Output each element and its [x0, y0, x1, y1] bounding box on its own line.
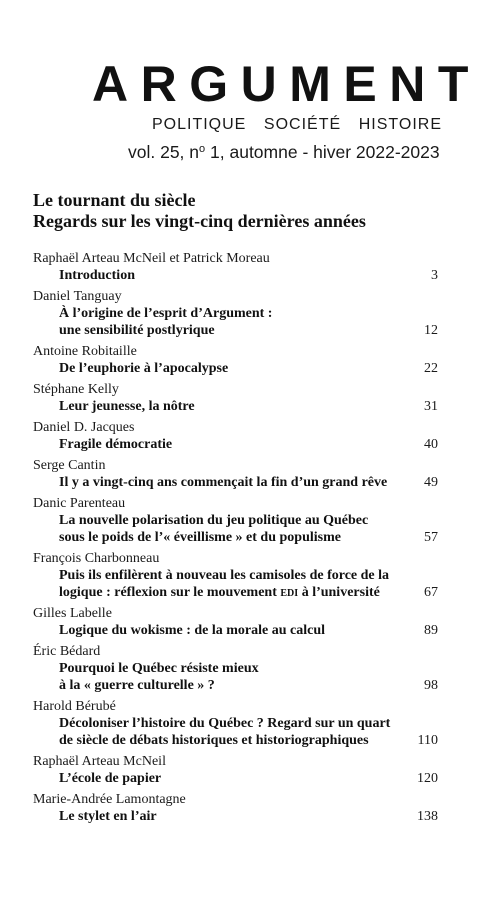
toc-page-number: 89	[424, 623, 438, 638]
toc-author: Stéphane Kelly	[33, 382, 119, 397]
toc-entry	[0, 791, 484, 825]
toc-title-line: sous le poids de l’« éveillisme » et du populisme	[59, 530, 341, 545]
toc-author: Daniel Tanguay	[33, 289, 122, 304]
toc-title	[59, 770, 399, 787]
toc-title	[59, 360, 399, 377]
toc-author: François Charbonneau	[33, 551, 160, 566]
toc-page-number: 12	[424, 323, 438, 338]
issue-prefix: vol. 25, n	[128, 142, 200, 162]
toc-page-number: 49	[424, 475, 438, 490]
toc-title-line: Puis ils enfilèrent à nouveau les camisoles de force de la	[59, 568, 390, 583]
toc-author: Daniel D. Jacques	[33, 420, 135, 435]
toc-title-row	[0, 660, 484, 694]
toc-author: Raphaël Arteau McNeil et Patrick Moreau	[33, 251, 270, 266]
tagline-item: POLITIQUE	[152, 116, 247, 133]
toc-title	[59, 474, 399, 491]
toc-title-row	[0, 808, 484, 825]
toc-title-line: Introduction	[59, 268, 135, 283]
toc-title	[59, 567, 399, 601]
toc-title-line: Décoloniser l’histoire du Québec ? Regard sur un quart	[59, 716, 391, 731]
toc-title-row	[0, 715, 484, 749]
issue-suffix: 1, automne - hiver 2022-2023	[205, 142, 440, 162]
issue-number-superscript: o	[199, 143, 206, 155]
issue-info	[128, 142, 440, 163]
toc-title-line: L’école de papier	[59, 771, 162, 786]
table-of-contents	[0, 250, 484, 829]
toc-page-number: 31	[424, 399, 438, 414]
toc-title-row	[0, 398, 484, 415]
toc-title-row	[0, 436, 484, 453]
toc-page-number: 40	[424, 437, 438, 452]
toc-page-number: 98	[424, 678, 438, 693]
toc-entry	[0, 381, 484, 415]
toc-title-line: Le stylet en l’air	[59, 809, 157, 824]
toc-entry	[0, 457, 484, 491]
toc-entry	[0, 753, 484, 787]
toc-author: Marie-Andrée Lamontagne	[33, 792, 186, 807]
toc-title-line: Pourquoi le Québec résiste mieux	[59, 661, 259, 676]
toc-title-line: Leur jeunesse, la nôtre	[59, 399, 195, 414]
toc-title-row	[0, 267, 484, 284]
toc-author: Raphaël Arteau McNeil	[33, 754, 166, 769]
toc-title-line: une sensibilité postlyrique	[59, 323, 215, 338]
theme-subtitle: Regards sur les vingt-cinq dernières années	[33, 211, 366, 231]
toc-page-number: 110	[417, 733, 438, 748]
toc-author: Harold Bérubé	[33, 699, 116, 714]
toc-page-number: 57	[424, 530, 438, 545]
toc-entry	[0, 605, 484, 639]
toc-title	[59, 398, 399, 415]
toc-title-line: Il y a vingt-cinq ans commençait la fin d’un grand rêve	[59, 475, 388, 490]
toc-entry	[0, 343, 484, 377]
toc-page-number: 120	[417, 771, 438, 786]
toc-author: Antoine Robitaille	[33, 344, 137, 359]
toc-title	[59, 660, 399, 694]
toc-page-number: 67	[424, 585, 438, 600]
toc-entry	[0, 495, 484, 546]
tagline-item: SOCIÉTÉ	[263, 116, 342, 133]
toc-entry	[0, 419, 484, 453]
tagline-item: HISTOIRE	[358, 116, 442, 133]
toc-entry	[0, 288, 484, 339]
toc-author: Éric Bédard	[33, 644, 101, 659]
issue-theme	[33, 190, 366, 232]
toc-title	[59, 436, 399, 453]
toc-title-row	[0, 567, 484, 601]
toc-author: Danic Parenteau	[33, 496, 126, 511]
toc-page-number: 22	[424, 361, 438, 376]
toc-page-number: 138	[417, 809, 438, 824]
toc-title-row	[0, 622, 484, 639]
toc-title-row	[0, 305, 484, 339]
toc-page-number: 3	[431, 268, 438, 283]
toc-entry	[0, 698, 484, 749]
toc-title	[59, 808, 399, 825]
toc-title-line: à la « guerre culturelle » ?	[59, 678, 215, 693]
toc-title	[59, 622, 399, 639]
toc-title-row	[0, 360, 484, 377]
theme-title: Le tournant du siècle	[33, 190, 196, 210]
toc-title-line: logique : réflexion sur le mouvement edi à l’université	[59, 585, 380, 600]
toc-title-line: À l’origine de l’esprit d’Argument :	[59, 306, 273, 321]
toc-title	[59, 512, 399, 546]
journal-tagline	[152, 116, 442, 134]
toc-title	[59, 715, 399, 749]
toc-author: Gilles Labelle	[33, 606, 112, 621]
toc-entry	[0, 550, 484, 601]
toc-title	[59, 267, 399, 284]
toc-title	[59, 305, 399, 339]
journal-logo: ARGUMENT	[92, 56, 481, 112]
toc-title-line: Logique du wokisme : de la morale au calcul	[59, 623, 326, 638]
toc-title-line: de siècle de débats historiques et historiographiques	[59, 733, 369, 748]
toc-title-row	[0, 770, 484, 787]
toc-title-line: Fragile démocratie	[59, 437, 173, 452]
toc-entry	[0, 250, 484, 284]
toc-title-line: La nouvelle polarisation du jeu politique au Québec	[59, 513, 369, 528]
toc-author: Serge Cantin	[33, 458, 106, 473]
toc-title-line: De l’euphorie à l’apocalypse	[59, 361, 229, 376]
toc-title-row	[0, 512, 484, 546]
toc-entry	[0, 643, 484, 694]
toc-title-row	[0, 474, 484, 491]
acronym: edi	[280, 585, 299, 600]
